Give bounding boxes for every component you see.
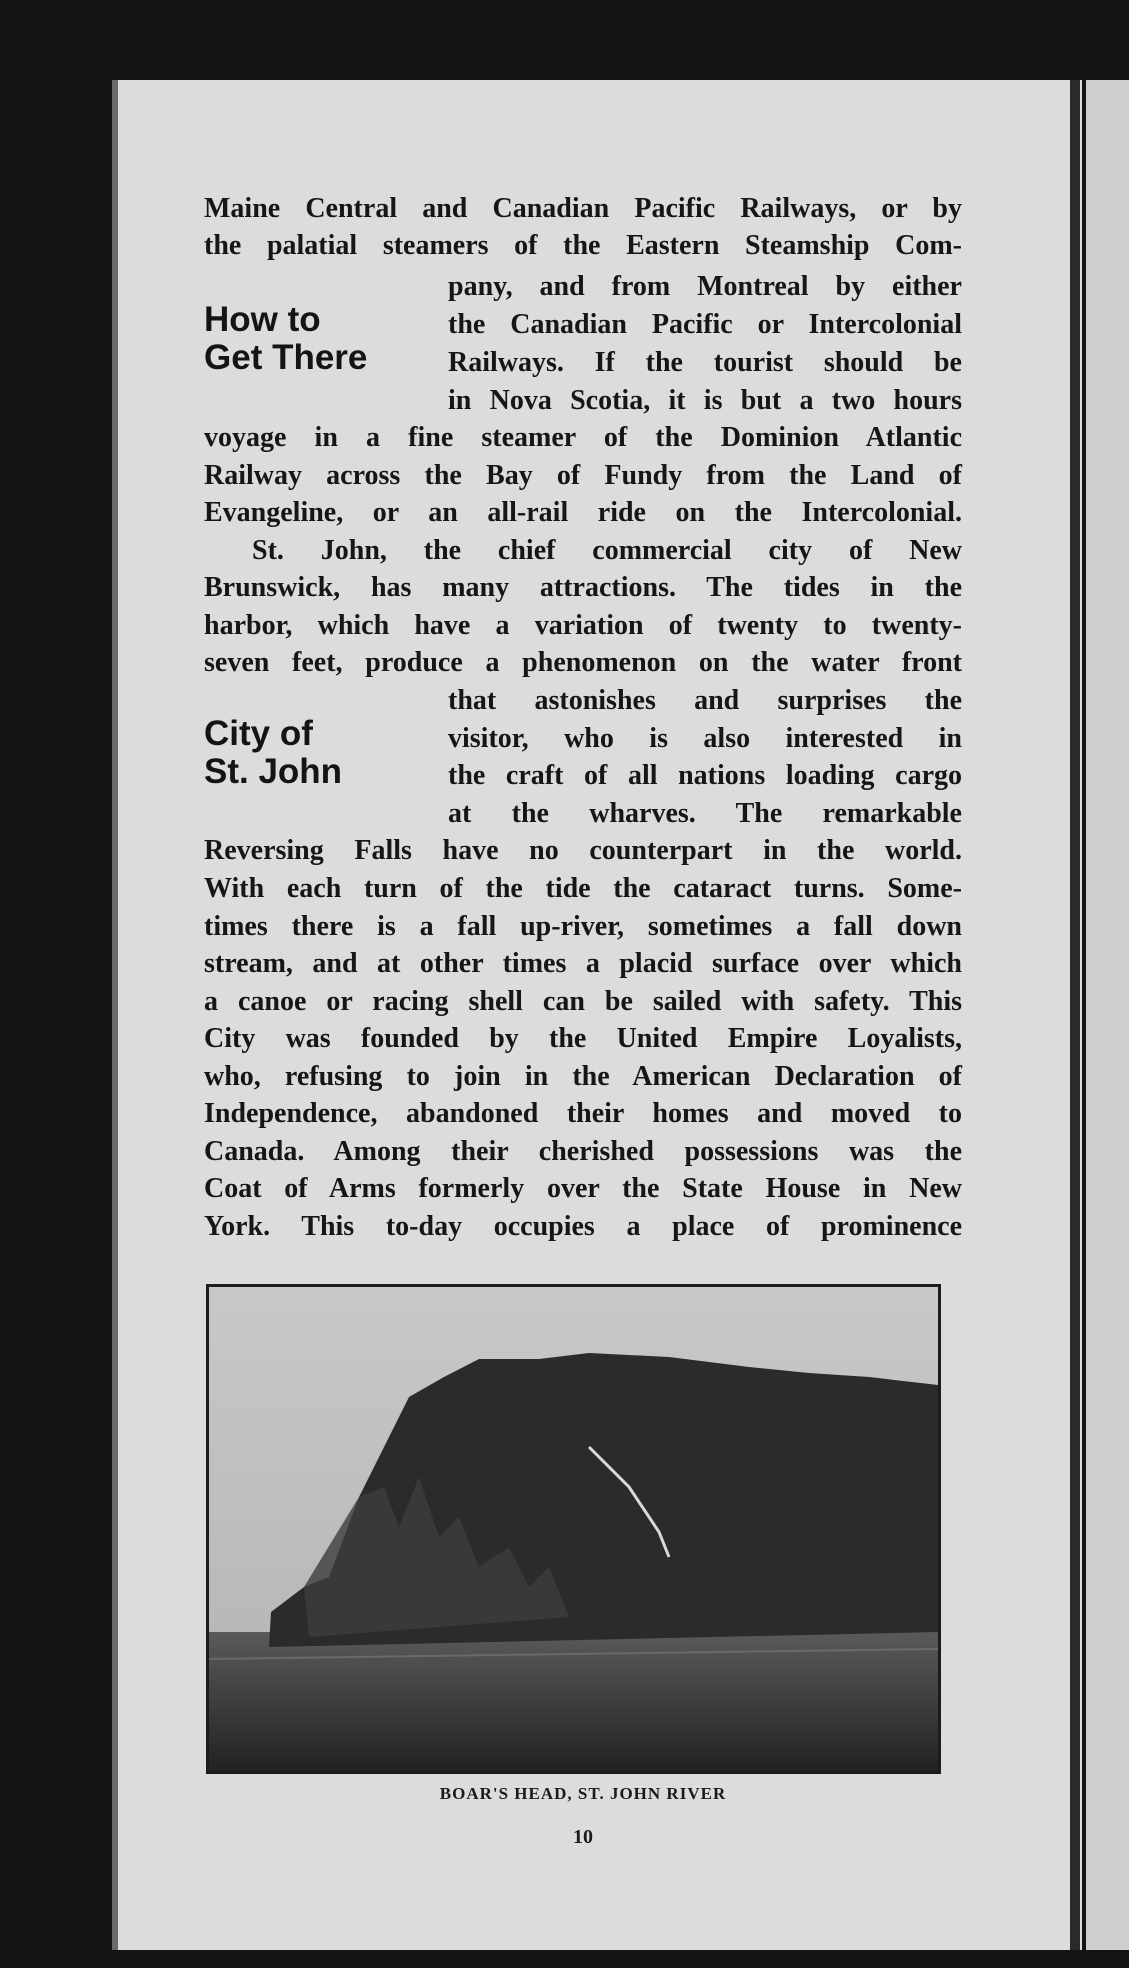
text-line-26: Canada. Among their cherished possessions was the xyxy=(204,1136,962,1167)
sidenote-city-line2: St. John xyxy=(204,752,343,791)
text-line-18: Reversing Falls have no counterpart in the world. xyxy=(204,835,962,866)
text-line-11: Brunswick, has many attractions. The tides in the xyxy=(204,572,962,603)
sidenote-how-to-line2: Get There xyxy=(204,338,368,377)
sidenote-how-to-line1: How to xyxy=(204,300,321,339)
text-line-2: the palatial steamers of the Eastern Steamship Com- xyxy=(204,230,962,261)
text-line-7: voyage in a fine steamer of the Dominion Atlantic xyxy=(204,422,962,453)
text-line-17: at the wharves. The remarkable xyxy=(448,798,962,829)
text-line-8: Railway across the Bay of Fundy from the Land of xyxy=(204,460,962,491)
page-number: 10 xyxy=(573,1826,593,1848)
text-line-5: Railways. If the tourist should be xyxy=(448,347,962,378)
text-line-3: pany, and from Montreal by either xyxy=(448,271,962,302)
text-line-13: seven feet, produce a phenomenon on the water front xyxy=(204,647,962,678)
sidenote-city-line1: City of xyxy=(204,714,313,753)
text-line-15: visitor, who is also interested in xyxy=(448,723,962,754)
text-line-16: the craft of all nations loading cargo xyxy=(448,760,962,791)
photo-water xyxy=(209,1632,938,1771)
text-line-14: that astonishes and surprises the xyxy=(448,685,962,716)
text-line-28: York. This to-day occupies a place of prominence xyxy=(204,1211,962,1242)
text-line-23: City was founded by the United Empire Loyalists, xyxy=(204,1023,962,1054)
text-line-20: times there is a fall up-river, sometimes a fall down xyxy=(204,911,962,942)
text-line-24: who, refusing to join in the American Declaration of xyxy=(204,1061,962,1092)
text-line-21: stream, and at other times a placid surface over which xyxy=(204,948,962,979)
photo-illustration xyxy=(209,1287,938,1771)
text-line-9: Evangeline, or an all-rail ride on the Intercolonial. xyxy=(204,497,962,528)
text-line-12: harbor, which have a variation of twenty to twenty- xyxy=(204,610,962,641)
text-line-4: the Canadian Pacific or Intercolonial xyxy=(448,309,962,340)
facing-page-edge xyxy=(1086,80,1129,1950)
text-line-19: With each turn of the tide the cataract turns. Some- xyxy=(204,873,962,904)
text-line-25: Independence, abandoned their homes and moved to xyxy=(204,1098,962,1129)
text-line-10: St. John, the chief commercial city of New xyxy=(252,535,962,566)
text-line-6: in Nova Scotia, it is but a two hours xyxy=(448,385,962,416)
text-line-1: Maine Central and Canadian Pacific Railways, or by xyxy=(204,193,962,224)
text-line-27: Coat of Arms formerly over the State House in New xyxy=(204,1173,962,1204)
book-spine xyxy=(1070,80,1080,1950)
photo-caption: BOAR'S HEAD, ST. JOHN RIVER xyxy=(439,1784,727,1803)
photo-boars-head xyxy=(206,1284,941,1774)
text-line-22: a canoe or racing shell can be sailed with safety. This xyxy=(204,986,962,1017)
